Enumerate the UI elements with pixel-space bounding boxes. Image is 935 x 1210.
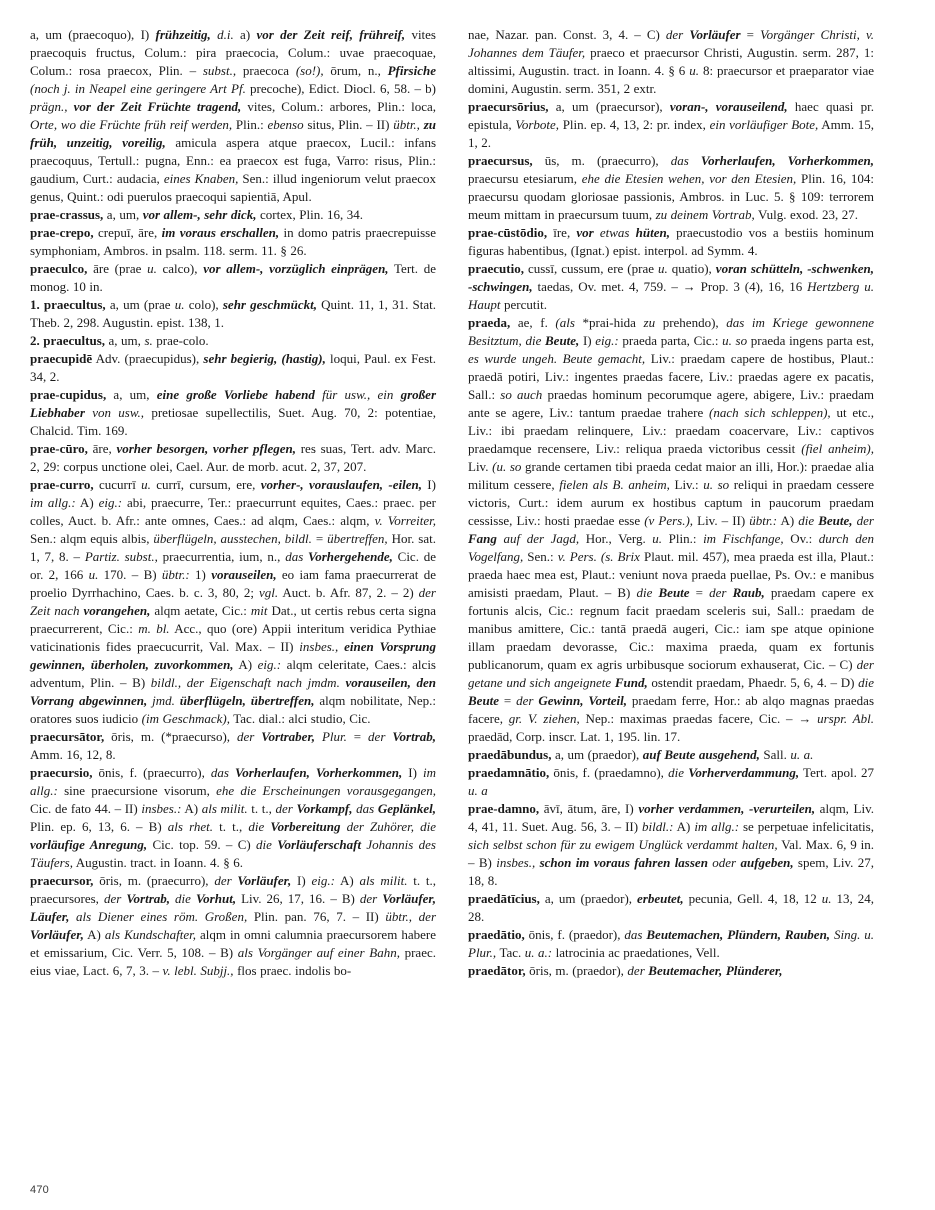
dictionary-entry: praedātio, ōnis, f. (praedor), das Beutemachen, Plündern, Rauben, Sing. u. Plur., Tac. u. a.: latrocinia ac praedationes, Vell. — [468, 927, 874, 960]
dictionary-entry: prae-damno, āvī, ātum, āre, I) vorher verdammen, -verurteilen, alqm, Liv. 4, 41, 11. Suet. Aug. 56, 3. – II) bildl.: A) im allg.: se perpetuae infelicitatis, sich selbst schon für zu ewigem Unglück verdammt halten, Val. Max. 6, 9 in. – B) insbes., schon im voraus fahren lassen oder aufgeben, spem, Liv. 27, 18, 8. — [468, 801, 875, 888]
dictionary-entry: prae-crepo, crepuī, āre, im voraus erschallen, in domo patris praecrepuisse symphoniam, Ambros. in psalm. 118. serm. 11. § 26. — [30, 225, 436, 258]
dictionary-entry: praecursōrius, a, um (praecursor), voran-, vorauseilend, haec quasi pr. epistula, Vorbote, Plin. ep. 4, 13, 2: pr. index, ein vorläufiger Bote, Amm. 15, 1, 2. — [468, 99, 875, 150]
dictionary-entry: a, um (praecoquo), I) frühzeitig, d.i. a) vor der Zeit reif, frühreif, vites praecoquis fructus, Colum.: pira praecocia, Colum.: uvae praecoquae, Colum.: rosa praecox, Plin. – subst., praecoca (so!), ōrum, n., Pfirsiche (noch j. in Neapel eine geringere Art Pf. precoche), Edict. Diocl. 6, 58. – b) prägn., vor der Zeit Früchte tragend, vites, Colum.: arbores, Plin.: loca, Orte, wo die Früchte früh reif werden, Plin.: ebenso situs, Plin. – II) übtr., zu früh, unzeitig, voreilig, amicula aspera atque praecox, Lucil.: infans praecoquus, Tertull.: pugna, Enn.: ea praecox est fuga, Varro: risus, Plin.: gaudium, Curt.: audacia, eines Knaben, Sen.: illud ingeniorum velut praecox genus, Quint.: odi puerulos praecoqui sapientiā, Apul. — [30, 27, 436, 204]
dictionary-entry: prae-cūro, āre, vorher besorgen, vorher pflegen, res suas, Tert. adv. Marc. 2, 29: corpus unctione olei, Cael. Aur. de morb. acut. 2, 37, 207. — [30, 441, 437, 474]
dictionary-entry: praecursātor, ōris, m. (*praecurso), der Vortraber, Plur. = der Vortrab, Amm. 16, 12, 8. — [30, 729, 437, 762]
right-column — [468, 26, 874, 980]
dictionary-entry: 1. praecultus, a, um (prae u. colo), sehr geschmückt, Quint. 11, 1, 31. Stat. Theb. 2, 298. Augustin. epist. 138, 1. — [30, 297, 436, 330]
dictionary-entry: prae-curro, cucurrī u. currī, cursum, ere, vorher-, vorauslaufen, -eilen, I) im allg.: A) eig.: abi, praecurre, Ter.: praecurrunt equites, Caes.: praec. per colles, Auct. b. Afr.: ante omnes, Caes.: ad alqm, Caes.: alqm, v. Vorreiter, Sen.: alqm equis albis, überflügeln, ausstechen, bildl. = übertreffen, Hor. sat. 1, 7, 8. – Partiz. subst., praecurrentia, ium, n., das Vorhergehende, Cic. de or. 2, 166 u. 170. – B) übtr.: 1) vorauseilen, eo iam fama praecurrerat de proelio Dyrrhachino, Caes. b. c. 3, 80, 2; vgl. Auct. b. Afr. 87, 2. – 2) der Zeit nach vorangehen, alqm aetate, Cic.: mit Dat., ut certis rebus certa signa praecurrerent, Cic.: m. bl. Acc., quo (ore) Appii interitum veridica Pythiae vaticinationis fides praecucurrit, Val. Max. – II) insbes., einen Vorsprung gewinnen, überholen, zuvorkommen, A) eig.: alqm celeritate, Caes.: alcis adventum, Plin. – B) bildl., der Eigenschaft nach jmdm. vorauseilen, den Vorrang abgewinnen, jmd. überflügeln, übertreffen, alqm nobilitate, Nep.: oratores suos iudicio (im Geschmack), Tac. dial.: alci studio, Cic. — [30, 477, 437, 726]
dictionary-entry: praeculco, āre (prae u. calco), vor allem-, vorzüglich einprägen, Tert. de monog. 10 in. — [30, 261, 436, 294]
page-number: 470 — [30, 1184, 50, 1196]
left-column — [30, 26, 436, 980]
dictionary-entry: nae, Nazar. pan. Const. 3, 4. – C) der Vorläufer = Vorgänger Christi, v. Johannes dem Täufer, praeco et praecursor Christi, Augustin. serm. 287, 1: altissimi, Augustin. tract. in Ioann. 4. § 6 u. 8: praecursor et praeparator viae domini, Augustin. serm. 351, 2 extr. — [468, 27, 875, 96]
dictionary-entry: praecutio, cussī, cussum, ere (prae u. quatio), voran schütteln, -schwenken, -schwingen, taedas, Ov. met. 4, 759. – → Prop. 3 (4), 16, 16 Hertzberg u. Haupt percutit. — [468, 261, 875, 312]
dictionary-entry: praecursor, ōris, m. (praecurro), der Vorläufer, I) eig.: A) als milit. t. t., praecursores, der Vortrab, die Vorhut, Liv. 26, 17, 16. – B) der Vorläufer, Läufer, als Diener eines röm. Großen, Plin. pan. 76, 7. – II) übtr., der Vorläufer, A) als Kundschafter, alqm in omni calumnia praecursorem habere et emissarium, Cic. Verr. 5, 108. – B) als Vorgänger auf einer Bahn, praec. eius viae, Lact. 6, 7, 3. – v. lebl. Subjj., flos praec. indolis bo- — [30, 873, 437, 978]
dictionary-entry: praeda, ae, f. (als *prai-hida zu prehendo), das im Kriege gewonnene Besitztum, die Beute, I) eig.: praeda parta, Cic.: u. so praeda ingens parta est, es wurde ungeh. Beute gemacht, Liv.: praedam capere de hostibus, Plaut.: praedā potiri, Liv.: ingentes praedas facere, Liv.: praedas agere ex pacatis, Sall.: so auch praedas hominum pecorumque agere, abigere, Liv.: praedam ante se agere, Liv.: tantum praedae trahere (nach sich schleppen), ut etc., Liv.: ibi praedam relinquere, Liv.: praedam coacervare, Liv.: captivos praedamque recensere, Liv.: reliqua praeda victoribus cessit (fiel anheim), Liv. (u. so grande certamen tibi praeda cedat maior an illi, Hor.): praedae alia militum cessere, fielen als B. anheim, Liv.: u. so reliqui in praedam cessere victoris, Curt.: idem aurum ex hostibus captum in paucorum praedam cessisse, Liv.: hosti praedae esse (v Pers.), Liv. – II) übtr.: A) die Beute, der Fang auf der Jagd, Hor., Verg. u. Plin.: im Fischfange, Ov.: durch den Vogelfang, Sen.: v. Pers. (s. Brix Plaut. mil. 457), mea praeda est illa, Plaut.: praeda haec mea est, Plaut.: veniunt nova praeda puellae, Ps. Ov.: e manibus amisisti praedam, Plaut. – B) die Beute = der Raub, praedam capere ex fortunis alcis, Cic.: regnum facit praedam sceleris sui, Sall.: praedam de manibus amittere, Cic.: tantā praedā augeri, Cic.: iam spe atque opinione illam praedam devorasse, Cic.: maxima praeda, quam ex fortunis publicanorum, quam ex agris urbibusque sociorum exhauserat, Cic. – C) der getane und sich angeignete Fund, ostendit praedam, Phaedr. 5, 6, 4. – D) die Beute = der Gewinn, Vorteil, praedam ferre, Hor.: ab alqo magnas praedas facere, gr. V. ziehen, Nep.: maximas praedas facere, Cic. – → urspr. Abl. praedād, Corp. inscr. Lat. 1, 195. lin. 17. — [468, 315, 875, 744]
dictionary-entry: praecursus, ūs, m. (praecurro), das Vorherlaufen, Vorherkommen, praecursu etesiarum, ehe die Etesien wehen, vor den Etesien, Plin. 16, 104: praecursu quodam gloriosae passionis, Ambros. in Luc. 5. § 109: terrorem meum mittam in praecursum tuum, zu deinem Vortrab, Vulg. exod. 23, 27. — [468, 153, 875, 222]
dictionary-entry: prae-cupidus, a, um, eine große Vorliebe habend für usw., ein großer Liebhaber von usw., pretiosae supellectilis, Suet. Aug. 70, 2: potentiae, Chalcid. Tim. 169. — [30, 387, 436, 438]
dictionary-entry: praedābundus, a, um (praedor), auf Beute ausgehend, Sall. u. a. — [468, 747, 814, 762]
two-column-layout — [30, 26, 905, 980]
dictionary-entry: prae-cūstōdio, īre, vor etwas hüten, praecustodio vos a bestiis hominum figuras habentibus, (Ignat.) epist. interpol. ad Symm. 4. — [468, 225, 875, 258]
dictionary-entry: 2. praecultus, a, um, s. prae-colo. — [30, 333, 209, 348]
dictionary-entry: prae-crassus, a, um, vor allem-, sehr dick, cortex, Plin. 16, 34. — [30, 207, 363, 222]
dictionary-entry: praecupidē Adv. (praecupidus), sehr begierig, (hastig), loqui, Paul. ex Fest. 34, 2. — [30, 351, 437, 384]
dictionary-entry: praedātor, ōris, m. (praedor), der Beutemacher, Plünderer, — [468, 963, 783, 978]
dictionary-entry: praecursio, ōnis, f. (praecurro), das Vorherlaufen, Vorherkommen, I) im allg.: sine praecursione visorum, ehe die Erscheinungen vorausgegangen, Cic. de fato 44. – II) insbes.: A) als milit. t. t., der Vorkampf, das Geplänkel, Plin. ep. 6, 13, 6. – B) als rhet. t. t., die Vorbereitung der Zuhörer, die vorläufige Anregung, Cic. top. 59. – C) die Vorläuferschaft Johannis des Täufers, Augustin. tract. in Ioann. 4. § 6. — [30, 765, 436, 870]
dictionary-entry: praedamnātio, ōnis, f. (praedamno), die Vorherverdammung, Tert. apol. 27 u. a — [468, 765, 875, 798]
dictionary-entry: praedātīcius, a, um (praedor), erbeutet, pecunia, Gell. 4, 18, 12 u. 13, 24, 28. — [468, 891, 874, 924]
